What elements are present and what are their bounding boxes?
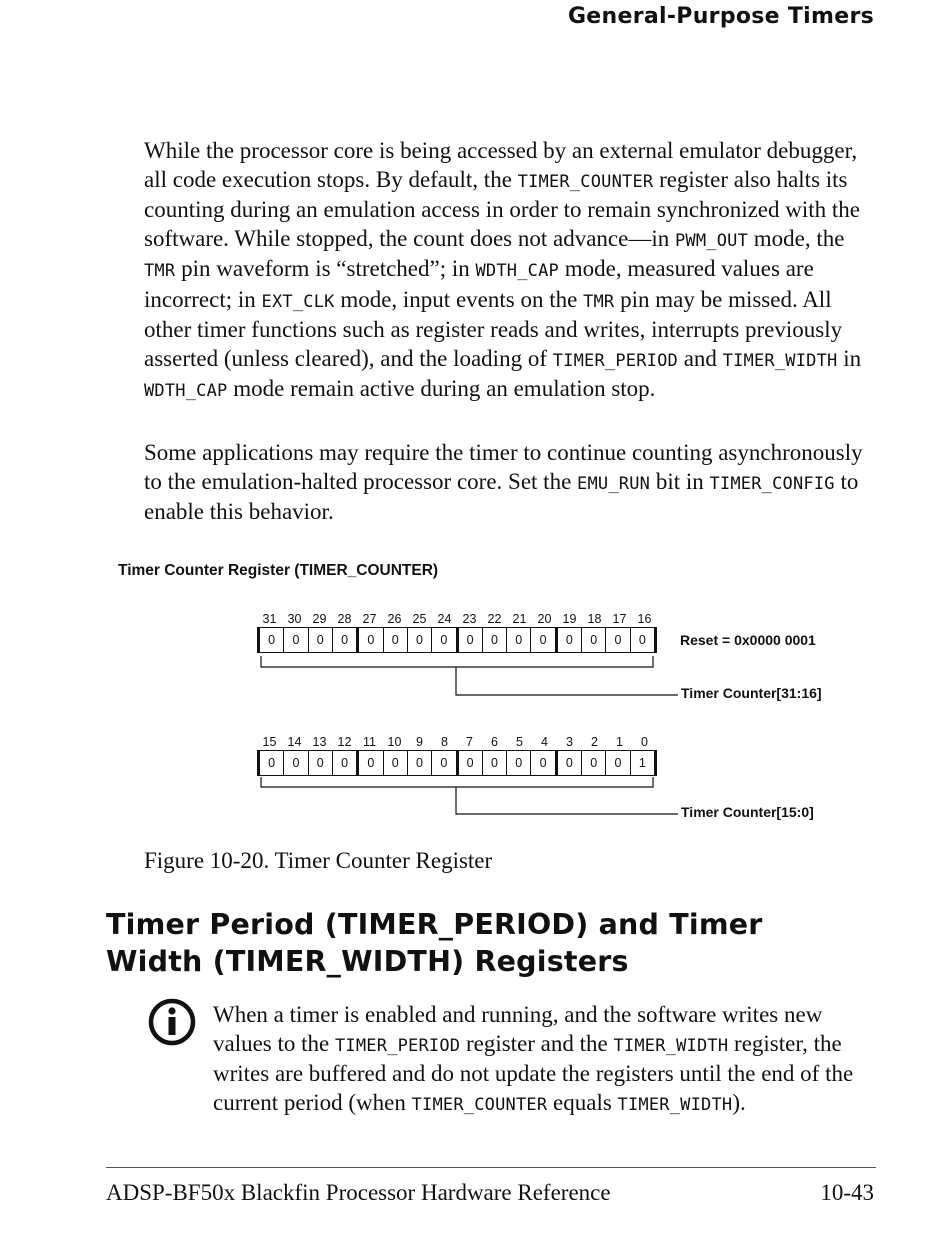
bit-value: 1 <box>638 756 646 770</box>
bit-number: 25 <box>412 612 427 626</box>
code-tmr: TMR <box>144 261 176 281</box>
footer-title: ADSP-BF50x Blackfin Processor Hardware Reference <box>106 1180 611 1205</box>
bit-value: 0 <box>384 628 408 652</box>
bit-number: 29 <box>312 612 327 626</box>
footer-rule <box>106 1167 876 1168</box>
code-timer-width: TIMER_WIDTH <box>613 1035 729 1056</box>
upper-bracket <box>261 656 678 695</box>
bit-value: 0 <box>483 628 507 652</box>
bit-value: 0 <box>507 751 531 775</box>
code-timer-period: TIMER_PERIOD <box>335 1035 461 1056</box>
bit-number: 17 <box>612 612 627 626</box>
info-icon <box>148 998 196 1046</box>
bit-number: 21 <box>512 612 527 626</box>
code-timer-width: TIMER_WIDTH <box>617 1094 733 1115</box>
code-wdth-cap: WDTH_CAP <box>475 261 559 281</box>
bit-value: 0 <box>459 628 483 652</box>
bit-value: 0 <box>582 628 606 652</box>
bit-value: 0 <box>531 751 557 775</box>
running-header: General-Purpose Timers <box>567 4 874 29</box>
code-ext-clk: EXT_CLK <box>261 291 335 312</box>
bit-number: 14 <box>287 735 302 749</box>
bit-number: 28 <box>337 612 352 626</box>
bit-value: 0 <box>260 751 284 775</box>
bit-value: 0 <box>284 628 308 652</box>
code-wdth-cap: WDTH_CAP <box>144 381 228 401</box>
paragraph-emu-run: Some applications may require the timer to continue counting asynchronously to the emulation-halted processor core. Set the EMU_RUN bit in TIMER_CONFIG to enable this behavior. <box>144 440 863 524</box>
code-timer-counter: TIMER_COUNTER <box>517 171 654 192</box>
paragraph-emulation: While the processor core is being accessed by an external emulator debugger, all code execution stops. By default, the TIMER_COUNTER register also halts its counting during an emulation access in order to remain synchronized with the software. While stopped, the count does not advance—in PWM_OUT mode, the TMR pin waveform is “stretched”; in WDTH_CAP mode, measured values are incorrect; in EXT_CLK mode, input events on the TMR pin may be missed. All other timer functions such as register reads and writes, interrupts previously asserted (unless cleared), and the loading of TIMER_PERIOD and TIMER_WIDTH in WDTH_CAP mode remain active during an emulation stop. <box>144 138 862 401</box>
bit-value: 0 <box>359 751 383 775</box>
page-number: 10-43 <box>820 1180 874 1205</box>
bit-number: 13 <box>312 735 327 749</box>
bit-number: 3 <box>566 735 573 749</box>
bit-value: 0 <box>582 751 606 775</box>
bit-number: 15 <box>262 735 277 749</box>
bit-number: 27 <box>362 612 377 626</box>
bit-value: 0 <box>432 628 458 652</box>
bit-number: 1 <box>616 735 623 749</box>
bit-value: 0 <box>260 628 284 652</box>
bit-value: 0 <box>507 628 531 652</box>
lower-field-label: Timer Counter[15:0] <box>681 804 814 820</box>
bit-value: 0 <box>333 751 359 775</box>
bit-number: 4 <box>541 735 548 749</box>
bit-number: 5 <box>516 735 523 749</box>
code-timer-config: TIMER_CONFIG <box>709 473 835 494</box>
bit-number: 12 <box>337 735 352 749</box>
bit-number: 16 <box>637 612 652 626</box>
bit-value: 0 <box>459 751 483 775</box>
bit-number: 31 <box>262 612 277 626</box>
bit-number: 18 <box>587 612 602 626</box>
code-pwm-out: PWM_OUT <box>675 230 749 251</box>
bit-number: 8 <box>441 735 448 749</box>
code-timer-width: TIMER_WIDTH <box>722 350 838 371</box>
upper-field-label: Timer Counter[31:16] <box>681 685 822 701</box>
bit-value: 0 <box>606 751 630 775</box>
section-heading: Timer Period (TIMER_PERIOD) and Timer Width (TIMER_WIDTH) Registers <box>106 908 763 978</box>
bit-number: 7 <box>466 735 473 749</box>
bit-number: 26 <box>387 612 402 626</box>
lower-register-bits <box>257 750 657 776</box>
bit-value: 0 <box>408 628 432 652</box>
lower-bracket <box>261 777 678 814</box>
bit-number: 6 <box>491 735 498 749</box>
bit-number: 9 <box>416 735 423 749</box>
bit-number: 20 <box>537 612 552 626</box>
bit-number: 19 <box>562 612 577 626</box>
bit-value: 0 <box>531 628 557 652</box>
bit-number: 22 <box>487 612 502 626</box>
bit-value: 0 <box>309 628 333 652</box>
bit-value: 0 <box>309 751 333 775</box>
code-timer-period: TIMER_PERIOD <box>552 350 678 371</box>
bit-number: 11 <box>363 735 376 749</box>
bit-value: 0 <box>558 628 582 652</box>
bit-number: 23 <box>462 612 477 626</box>
figure-title: Timer Counter Register (TIMER_COUNTER) <box>118 562 439 579</box>
code-timer-counter: TIMER_COUNTER <box>411 1094 548 1115</box>
bit-number: 0 <box>641 735 648 749</box>
reset-value: Reset = 0x0000 0001 <box>680 632 816 648</box>
bit-value: 0 <box>483 751 507 775</box>
bit-value: 0 <box>359 628 383 652</box>
bit-value: 0 <box>606 628 630 652</box>
bit-value: 0 <box>408 751 432 775</box>
bit-number: 2 <box>591 735 598 749</box>
bit-value: 0 <box>638 633 646 647</box>
bit-value: 0 <box>284 751 308 775</box>
bit-value: 0 <box>432 751 458 775</box>
code-tmr: TMR <box>583 291 615 312</box>
bit-number: 24 <box>437 612 452 626</box>
code-emu-run: EMU_RUN <box>577 473 651 494</box>
figure-caption: Figure 10-20. Timer Counter Register <box>144 848 493 873</box>
bit-number: 30 <box>287 612 302 626</box>
bit-number: 10 <box>387 735 402 749</box>
bit-value: 0 <box>558 751 582 775</box>
bit-value: 0 <box>384 751 408 775</box>
bit-value: 0 <box>333 628 359 652</box>
note-text: When a timer is enabled and running, and the software writes new values to the TIMER_PERIOD register and the TIMER_WIDTH register, the writes are buffered and do not update the registers until the end of the current period (when TIMER_COUNTER equals TIMER_WIDTH). <box>213 1002 854 1115</box>
